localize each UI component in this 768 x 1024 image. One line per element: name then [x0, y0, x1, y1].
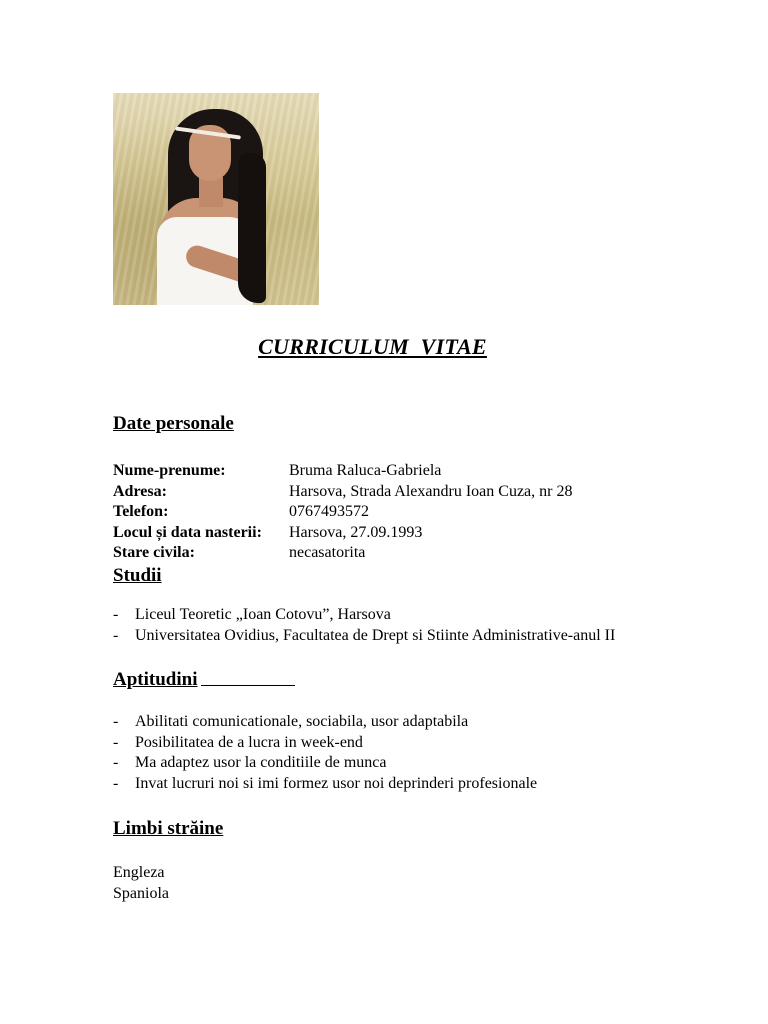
list-item-text: Abilitati comunicationale, sociabila, usor adaptabila [135, 713, 469, 730]
list-marker: - [113, 713, 119, 730]
photo-hair-front [238, 153, 266, 303]
list-marker: - [113, 774, 119, 792]
photo-neck [199, 177, 223, 207]
list-item [113, 733, 673, 754]
info-value: Harsova, Strada Alexandru Ioan Cuza, nr 28 [289, 482, 573, 500]
list-item [113, 753, 673, 774]
info-value: Bruma Raluca-Gabriela [289, 462, 442, 479]
languages-heading: Limbi străine [113, 818, 224, 839]
list-marker: - [113, 626, 119, 644]
document-title: CURRICULUM VITAE [258, 334, 487, 359]
info-row-marital-status [113, 543, 572, 564]
info-value: 0767493572 [289, 503, 369, 520]
list-item [113, 605, 673, 626]
info-label: Adresa: [113, 482, 167, 500]
info-row-birth [113, 523, 572, 544]
profile-photo [113, 93, 319, 305]
info-value: necasatorita [289, 544, 366, 561]
info-value: Harsova, 27.09.1993 [289, 523, 423, 541]
list-item-text: Posibilitatea de a lucra in week-end [135, 733, 363, 751]
studies-heading: Studii [113, 565, 162, 586]
personal-data-table [113, 461, 572, 564]
info-label: Telefon: [113, 503, 169, 520]
list-item [113, 626, 673, 647]
skills-heading [113, 669, 295, 691]
list-marker: - [113, 606, 119, 623]
info-label: Locul și data nasterii: [113, 523, 262, 541]
list-item [113, 712, 673, 733]
info-row-phone [113, 502, 572, 523]
list-item-text: Universitatea Ovidius, Facultatea de Drept si Stiinte Administrative-anul II [135, 626, 616, 644]
studies-list [113, 605, 673, 646]
heading-underline-extension [201, 685, 295, 686]
personal-data-heading: Date personale [113, 413, 234, 434]
info-label: Stare civila: [113, 544, 195, 561]
language-item: Spaniola [113, 885, 169, 902]
list-item-text: Ma adaptez usor la conditiile de munca [135, 754, 387, 771]
list-item [113, 774, 673, 795]
info-row-address [113, 482, 572, 503]
list-marker: - [113, 733, 119, 751]
list-marker: - [113, 754, 119, 771]
info-label: Nume-prenume: [113, 462, 226, 479]
language-item: Engleza [113, 864, 165, 881]
languages-list [113, 862, 169, 904]
skills-heading-text: Aptitudini [113, 669, 198, 690]
skills-list [113, 712, 673, 794]
info-row-name [113, 461, 572, 482]
list-item-text: Invat lucruri noi si imi formez usor noi deprinderi profesionale [135, 774, 538, 792]
list-item-text: Liceul Teoretic „Ioan Cotovu”, Harsova [135, 606, 391, 623]
